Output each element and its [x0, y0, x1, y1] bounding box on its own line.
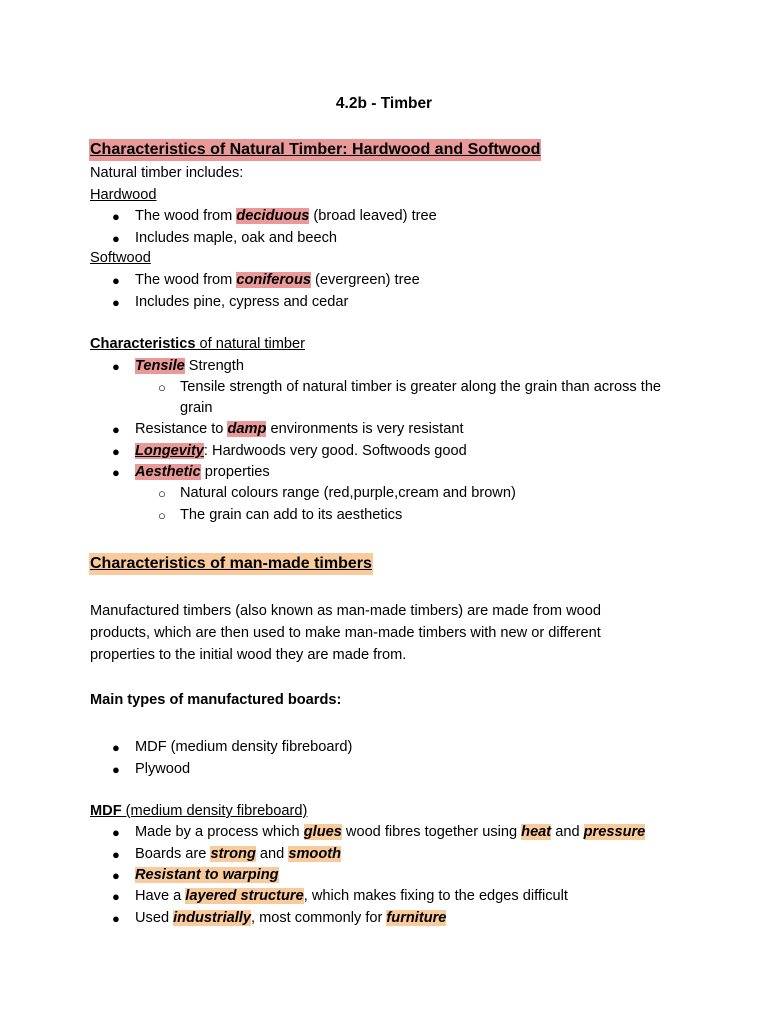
bullet-icon: ●	[112, 465, 120, 480]
intro-text: Natural timber includes:	[90, 165, 244, 181]
sub-list-item: Natural colours range (red,purple,cream and brown)	[180, 485, 516, 501]
softwood-label: Softwood	[90, 250, 151, 266]
list-item: Used industrially, most commonly for furniture	[135, 910, 447, 926]
bullet-icon: ●	[112, 911, 120, 926]
sub-bullet-icon: ○	[158, 486, 166, 501]
bullet-icon: ●	[112, 444, 120, 459]
list-item: Tensile Strength	[135, 358, 244, 374]
bullet-icon: ●	[112, 762, 120, 777]
section-heading-natural-timber: Characteristics of Natural Timber: Hardwood and Softwood	[89, 139, 541, 161]
bullet-icon: ●	[112, 359, 120, 374]
sub-list-item: Tensile strength of natural timber is greater along the grain than across the	[180, 379, 662, 395]
bullet-icon: ●	[112, 422, 120, 437]
list-item: The wood from deciduous (broad leaved) tree	[135, 208, 437, 224]
list-item: Resistance to damp environments is very resistant	[135, 421, 464, 437]
list-item: Includes pine, cypress and cedar	[135, 294, 349, 310]
list-item: MDF (medium density fibreboard)	[135, 739, 353, 755]
list-item: Resistant to warping	[135, 867, 279, 883]
bullet-icon: ●	[112, 889, 120, 904]
paragraph-line: products, which are then used to make man-made timbers with new or different	[90, 625, 601, 641]
sub-list-item-continued: grain	[180, 400, 213, 416]
paragraph-line: properties to the initial wood they are made from.	[90, 647, 407, 663]
list-item: Boards are strong and smooth	[135, 846, 342, 862]
sub-bullet-icon: ○	[158, 380, 166, 395]
list-item: Have a layered structure, which makes fixing to the edges difficult	[135, 888, 568, 904]
page-title: 4.2b - Timber	[335, 95, 433, 112]
list-item: The wood from coniferous (evergreen) tree	[135, 272, 420, 288]
bullet-icon: ●	[112, 209, 120, 224]
sub-bullet-icon: ○	[158, 508, 166, 523]
list-item: Longevity: Hardwoods very good. Softwoods good	[135, 443, 467, 459]
mdf-heading: MDF (medium density fibreboard)	[90, 803, 308, 819]
bullet-icon: ●	[112, 231, 120, 246]
list-item: Plywood	[135, 761, 191, 777]
hardwood-label: Hardwood	[90, 187, 157, 203]
bullet-icon: ●	[112, 740, 120, 755]
list-item: Includes maple, oak and beech	[135, 230, 338, 246]
list-item: Made by a process which glues wood fibres together using heat and pressure	[135, 824, 646, 840]
characteristics-heading: Characteristics of natural timber	[90, 336, 305, 352]
list-item: Aesthetic properties	[135, 464, 270, 480]
paragraph-line: Manufactured timbers (also known as man-made timbers) are made from wood	[90, 603, 601, 619]
types-heading: Main types of manufactured boards:	[90, 692, 342, 708]
bullet-icon: ●	[112, 825, 120, 840]
sub-list-item: The grain can add to its aesthetics	[180, 507, 403, 523]
section-heading-man-made: Characteristics of man-made timbers	[89, 553, 373, 575]
bullet-icon: ●	[112, 273, 120, 288]
bullet-icon: ●	[112, 295, 120, 310]
bullet-icon: ●	[112, 868, 120, 883]
bullet-icon: ●	[112, 847, 120, 862]
